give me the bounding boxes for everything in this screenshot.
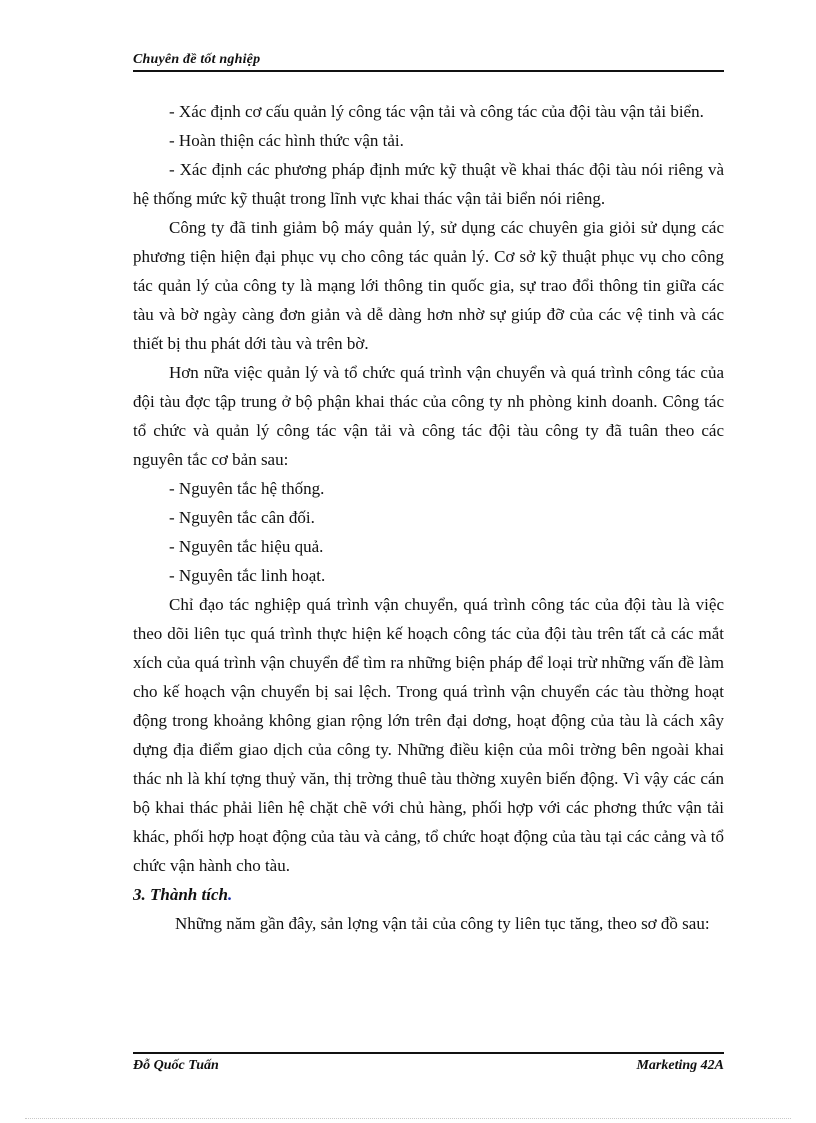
footer-rule (133, 1052, 724, 1054)
paragraph-3: - Xác định các phương pháp định mức kỹ thuật về khai thác đội tàu nói riêng và hệ thống mức kỹ thuật trong lĩnh vực khai thác vận tải biển nói riêng. (133, 160, 724, 208)
page-footer (133, 1052, 724, 1078)
list-item-principle-efficiency: - Nguyên tắc hiệu quả. (169, 537, 324, 556)
header-title: Chuyên đề tốt nghiệp (133, 52, 261, 67)
footer-author: Đỗ Quốc Tuấn (133, 1058, 219, 1073)
closing-paragraph: Những năm gần đây, sản lợng vận tải của công ty liên tục tăng, theo sơ đồ sau: (175, 914, 710, 933)
list-item-principle-system: - Nguyên tắc hệ thống. (169, 479, 325, 498)
paragraph-4: Công ty đã tinh giảm bộ máy quản lý, sử dụng các chuyên gia giỏi sử dụng các phương tiện hiện đại phục vụ cho công tác quản lý. Cơ sở kỹ thuật phục vụ cho công tác quản lý của công ty là mạng lới thông tin quốc gia, sự trao đổi thông tin giữa các tàu và bờ ngày càng đơn giản và dễ dàng hơn nhờ sự giúp đỡ của các vệ tinh và các thiết bị thu phát dới tàu và trên bờ. (133, 218, 724, 353)
footer-class: Marketing 42A (636, 1058, 724, 1073)
paragraph-1: - Xác định cơ cấu quản lý công tác vận tải và công tác của đội tàu vận tải biển. (169, 102, 704, 121)
page-edge-divider (25, 1118, 791, 1119)
list-item-principle-flexibility: - Nguyên tắc linh hoạt. (169, 566, 326, 585)
body-content (133, 97, 724, 938)
section-heading (133, 880, 724, 909)
section-heading-text: 3. Thành tích (133, 885, 228, 904)
header-rule (133, 70, 724, 72)
section-heading-dot: . (227, 885, 233, 904)
list-item-principle-balance: - Nguyên tắc cân đối. (169, 508, 315, 527)
paragraph-2: - Hoàn thiện các hình thức vận tải. (169, 131, 404, 150)
paragraph-6: Chỉ đạo tác nghiệp quá trình vận chuyển, quá trình công tác của đội tàu là việc theo dõi liên tục quá trình thực hiện kế hoạch công tác của đội tàu trên tất cả các mắt xích của quá trình vận chuyển để tìm ra những biện pháp để loại trừ những vấn đề làm cho kế hoạch vận chuyển bị sai lệch. Trong quá trình vận chuyển các tàu thờng hoạt động trong khoảng không gian rộng lớn trên đại dơng, hoạt động của tàu là cách xây dựng địa điểm giao dịch của công ty. Những điều kiện của môi trờng bên ngoài khai thác nh là khí tợng thuỷ văn, thị trờng thuê tàu thờng xuyên biến động. Vì vậy các cán bộ khai thác phải liên hệ chặt chẽ với chủ hàng, phối hợp với các phơng thức vận tải khác, phối hợp hoạt động của tàu và cảng, tổ chức hoạt động của tàu tại các cảng và tổ chức vận hành cho tàu. (133, 595, 724, 875)
page-header (133, 50, 724, 72)
paragraph-5: Hơn nữa việc quản lý và tổ chức quá trình vận chuyển và quá trình công tác của đội tàu đợc tập trung ở bộ phận khai thác của công ty nh phòng kinh doanh. Công tác tổ chức và quản lý công tác vận tải và công tác đội tàu công ty đã tuân theo các nguyên tắc cơ bản sau: (133, 363, 724, 469)
